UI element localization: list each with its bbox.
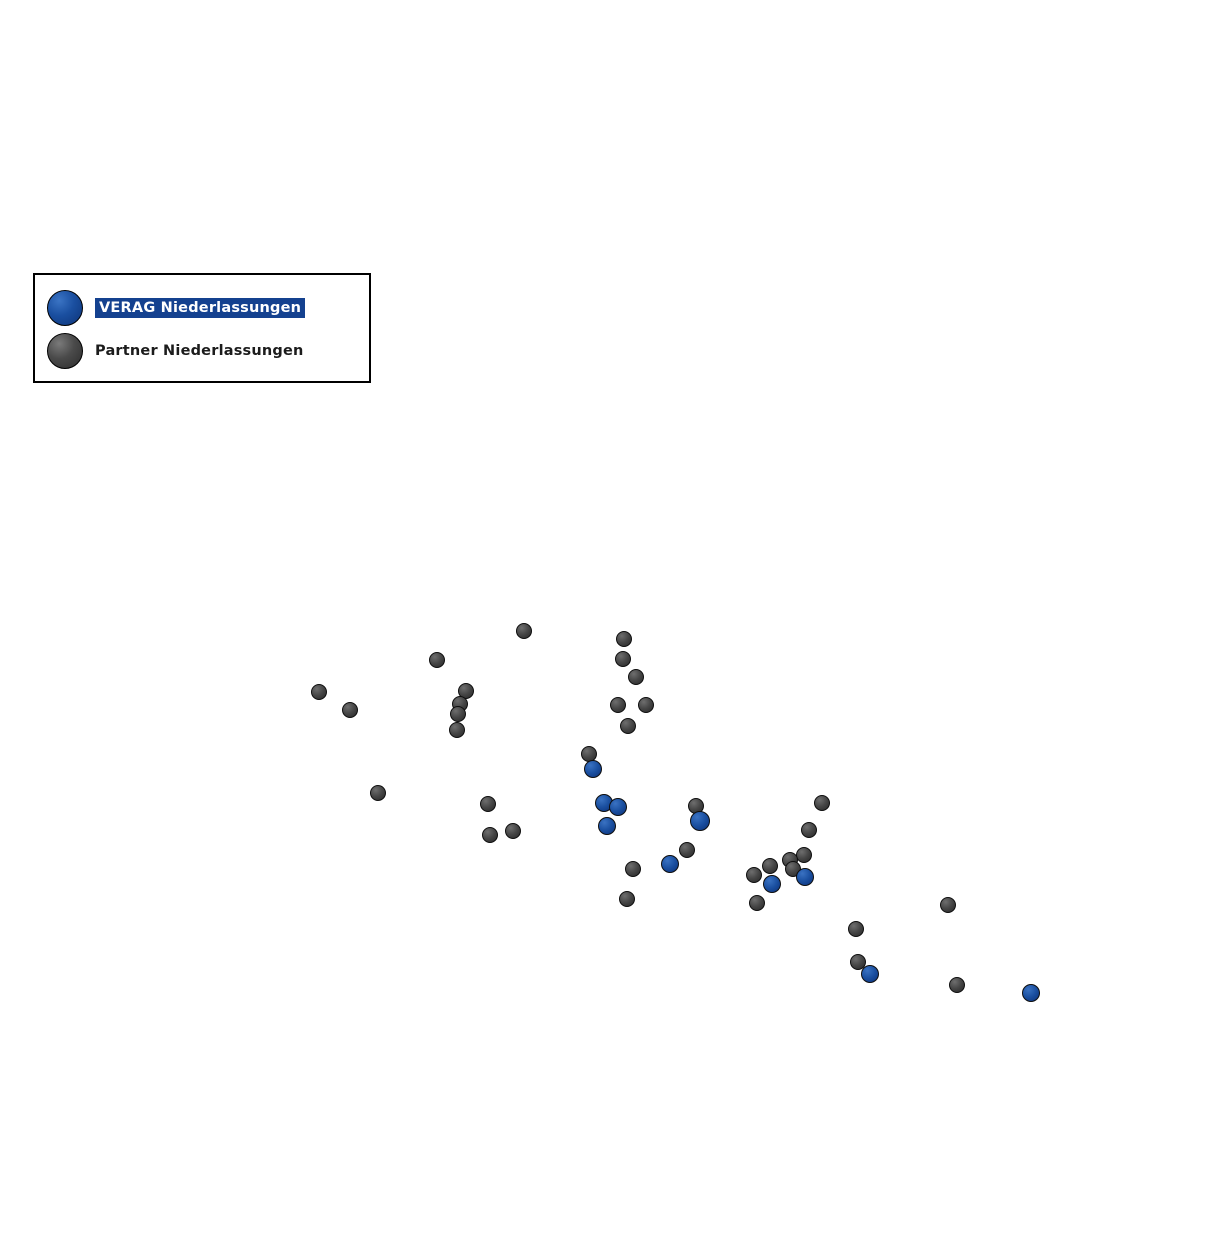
legend-item-partner[interactable]	[35, 329, 369, 373]
map-marker-partner[interactable]	[638, 697, 654, 713]
map-marker-verag[interactable]	[690, 811, 710, 831]
map-marker-verag[interactable]	[598, 817, 616, 835]
legend-label-verag: VERAG Niederlassungen	[95, 298, 305, 318]
map-marker-verag[interactable]	[661, 855, 679, 873]
map-marker-partner[interactable]	[505, 823, 521, 839]
map-marker-partner[interactable]	[620, 718, 636, 734]
map-legend	[33, 273, 371, 383]
map-marker-partner[interactable]	[615, 651, 631, 667]
legend-item-verag[interactable]	[35, 286, 369, 330]
circle-marker-icon	[47, 333, 83, 369]
map-marker-partner[interactable]	[480, 796, 496, 812]
map-marker-partner[interactable]	[848, 921, 864, 937]
map-marker-partner[interactable]	[625, 861, 641, 877]
map-marker-partner[interactable]	[342, 702, 358, 718]
map-marker-partner[interactable]	[949, 977, 965, 993]
map-marker-partner[interactable]	[628, 669, 644, 685]
map-marker-verag[interactable]	[763, 875, 781, 893]
map-marker-partner[interactable]	[449, 722, 465, 738]
map-marker-verag[interactable]	[861, 965, 879, 983]
map-marker-partner[interactable]	[516, 623, 532, 639]
map-marker-partner[interactable]	[616, 631, 632, 647]
map-marker-verag[interactable]	[584, 760, 602, 778]
circle-marker-icon	[47, 290, 83, 326]
map-marker-partner[interactable]	[762, 858, 778, 874]
map-marker-partner[interactable]	[311, 684, 327, 700]
map-marker-partner[interactable]	[610, 697, 626, 713]
map-marker-partner[interactable]	[679, 842, 695, 858]
map-marker-partner[interactable]	[814, 795, 830, 811]
map-marker-partner[interactable]	[796, 847, 812, 863]
map-marker-partner[interactable]	[370, 785, 386, 801]
map-marker-partner[interactable]	[429, 652, 445, 668]
map-marker-verag[interactable]	[796, 868, 814, 886]
map-marker-partner[interactable]	[801, 822, 817, 838]
map-marker-partner[interactable]	[940, 897, 956, 913]
map-marker-partner[interactable]	[746, 867, 762, 883]
map-marker-verag[interactable]	[1022, 984, 1040, 1002]
map-marker-partner[interactable]	[619, 891, 635, 907]
map-marker-verag[interactable]	[609, 798, 627, 816]
map-marker-partner[interactable]	[450, 706, 466, 722]
map-marker-partner[interactable]	[482, 827, 498, 843]
legend-label-partner: Partner Niederlassungen	[95, 343, 304, 359]
map-marker-partner[interactable]	[749, 895, 765, 911]
